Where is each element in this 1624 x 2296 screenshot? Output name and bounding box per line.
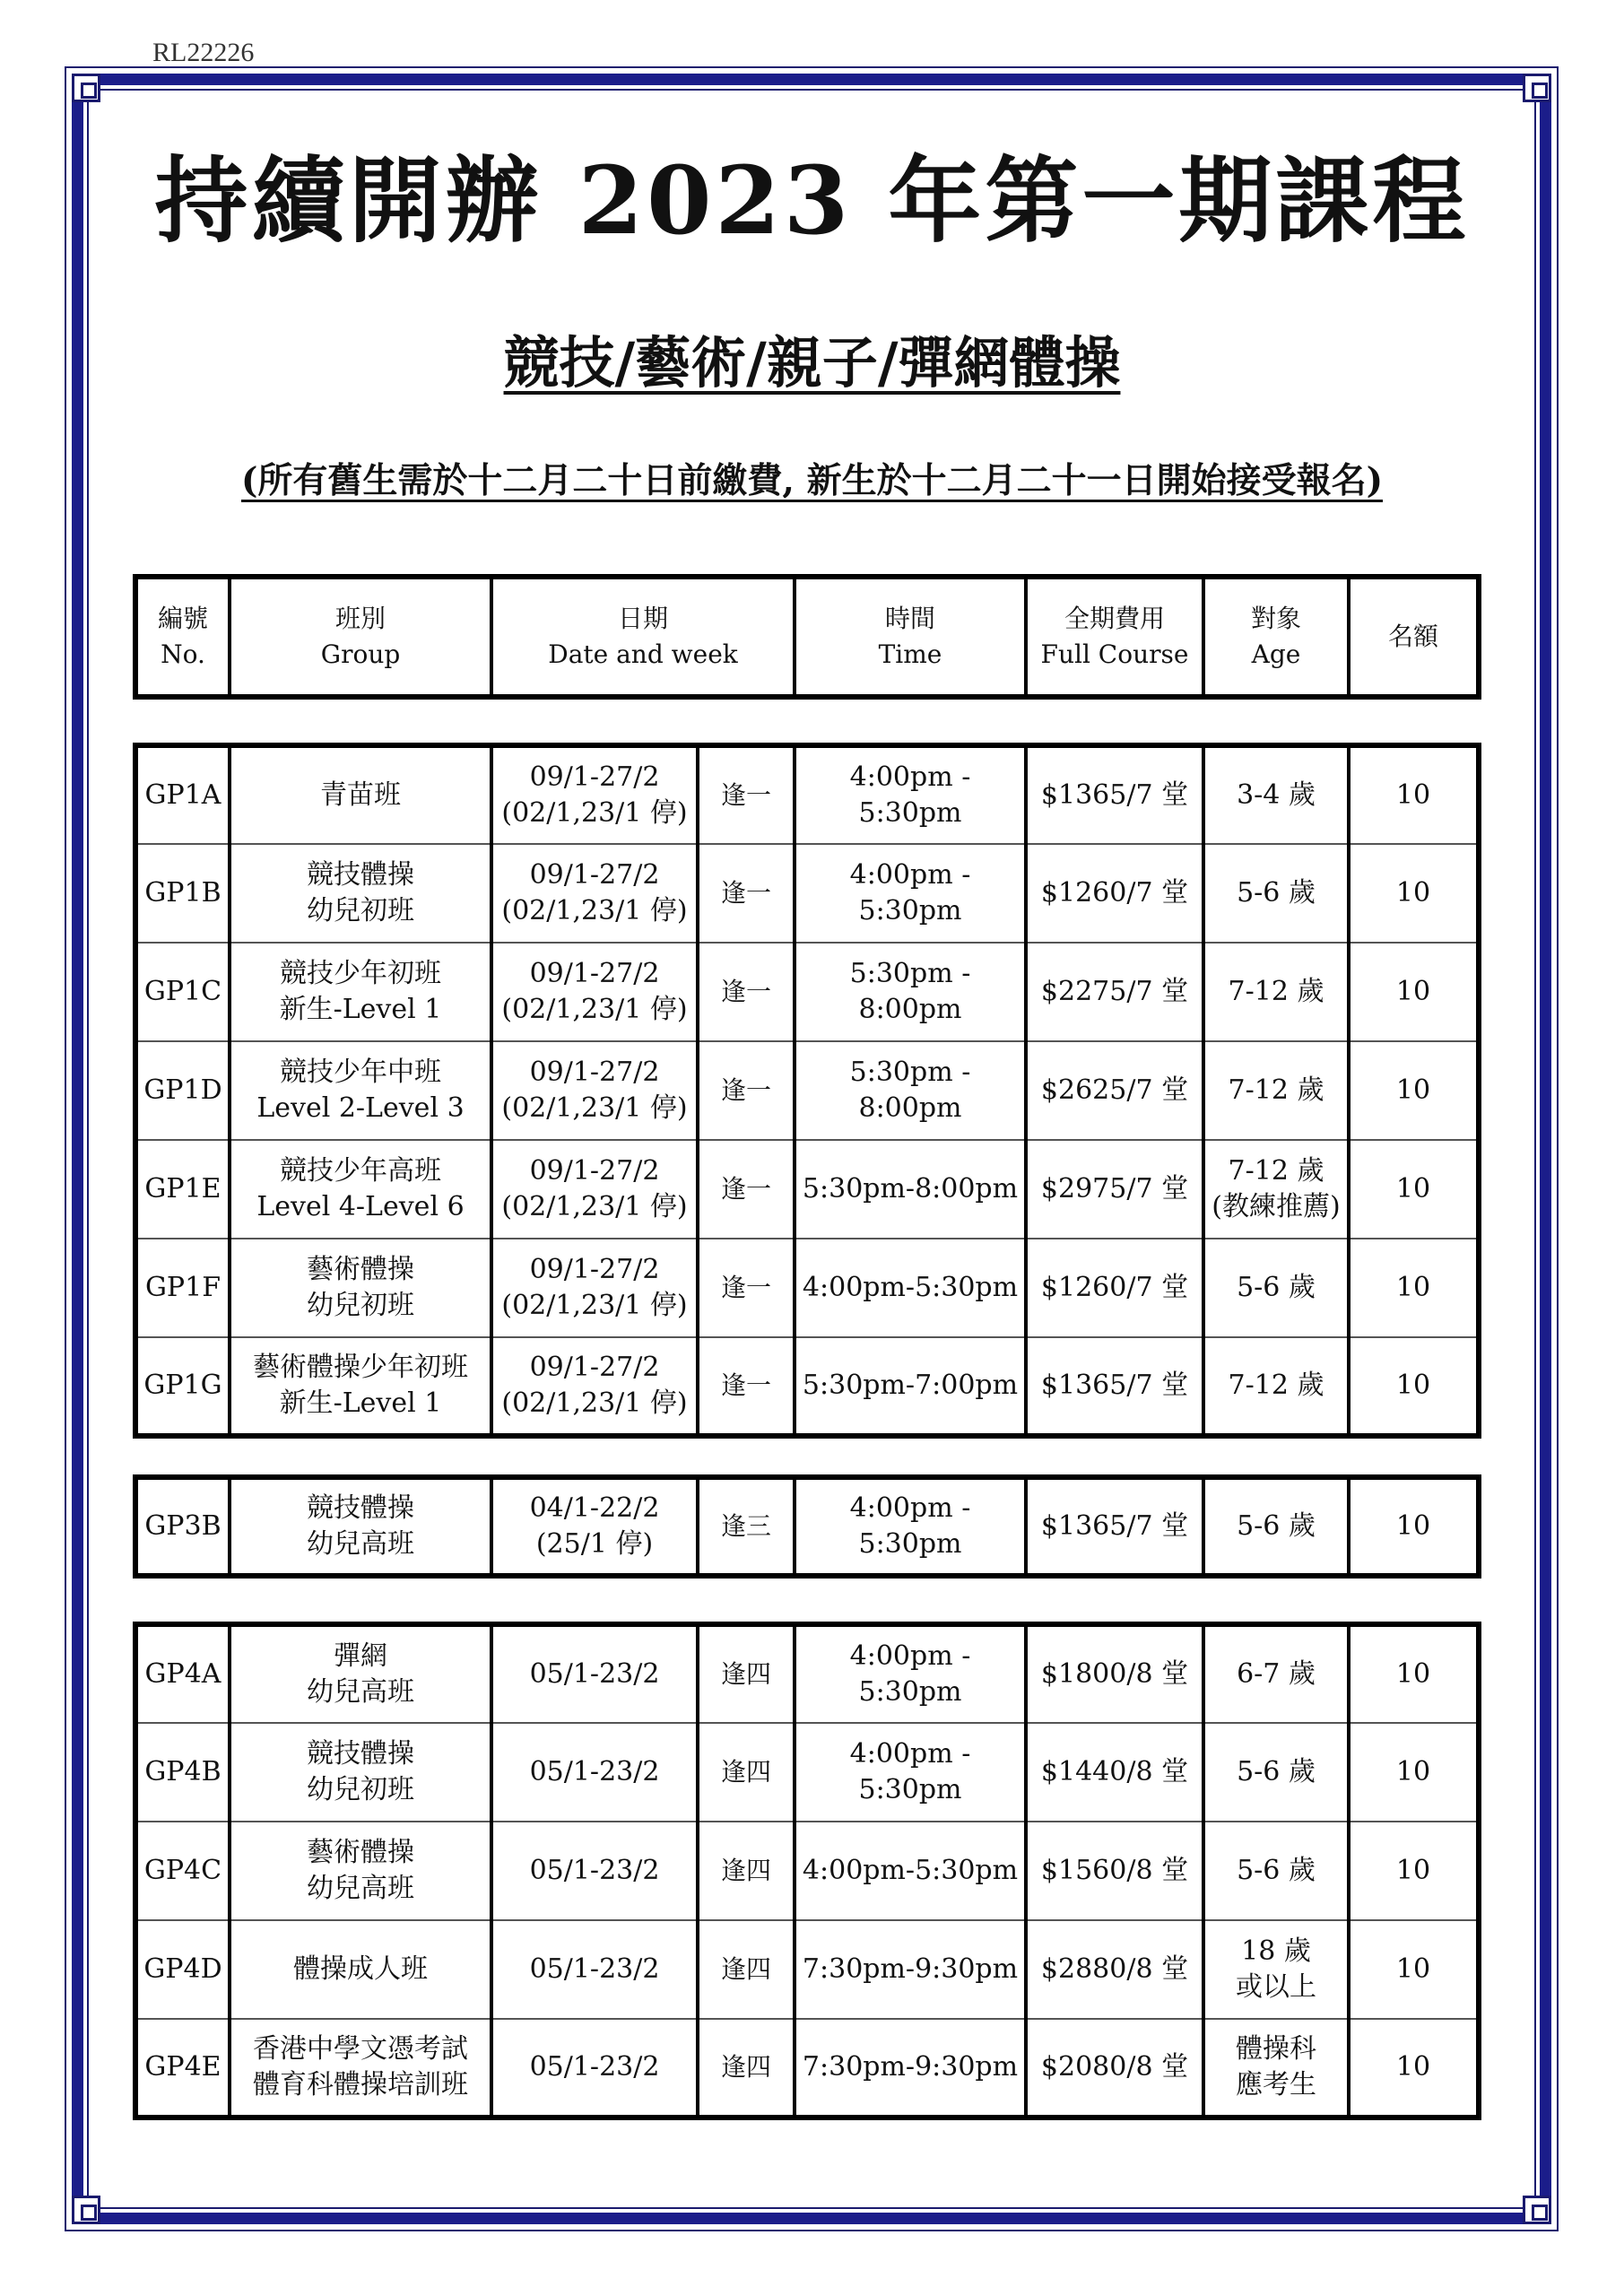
course-code [135, 1624, 230, 1723]
course-row [135, 1140, 1479, 1239]
course-time [795, 1239, 1026, 1337]
course-time [795, 1337, 1026, 1436]
course-age-text: 7-12 歲 [1228, 976, 1324, 1007]
course-time [795, 844, 1026, 943]
course-group [230, 1723, 491, 1822]
course-row [135, 2019, 1479, 2118]
course-age-text: 或以上 [1236, 1971, 1316, 2003]
course-time-text: 7:30pm-9:30pm [802, 2051, 1019, 2083]
course-code-text: GP3B [144, 1510, 221, 1542]
course-code [135, 1723, 230, 1822]
course-group [230, 1337, 491, 1436]
course-age-text: 7-12 歲 [1228, 1155, 1324, 1187]
course-quota [1349, 1239, 1479, 1337]
course-time [795, 1041, 1026, 1140]
course-fee-text: $1365/7 堂 [1040, 1510, 1189, 1542]
course-weekday [698, 1723, 795, 1822]
course-age [1203, 1239, 1349, 1337]
course-row [135, 1337, 1479, 1436]
course-fee-text: $1260/7 堂 [1040, 1272, 1189, 1303]
course-weekday-text: 逢四 [720, 1954, 771, 1984]
course-code [135, 1041, 230, 1140]
course-weekday-text: 逢三 [720, 1511, 771, 1541]
course-table-thursday [133, 1622, 1481, 2120]
course-age-text: 7-12 歲 [1228, 1074, 1324, 1106]
course-code [135, 1477, 230, 1576]
course-time [795, 943, 1026, 1041]
course-age-text: 應考生 [1236, 2069, 1316, 2100]
course-weekday-text: 逢一 [720, 1174, 771, 1204]
course-date [491, 1239, 698, 1337]
course-time [795, 1477, 1026, 1576]
course-date-text: (02/1,23/1 停) [501, 1290, 688, 1321]
course-weekday [698, 1477, 795, 1576]
course-group-text: 彈網 [334, 1640, 387, 1672]
course-weekday [698, 2019, 795, 2118]
course-row [135, 1920, 1479, 2019]
page-subtitle [0, 318, 1624, 398]
course-group-text: 競技少年初班 [280, 958, 441, 989]
course-age [1203, 2019, 1349, 2118]
course-group [230, 2019, 491, 2118]
course-date-text: (02/1,23/1 停) [501, 1092, 688, 1124]
course-fee [1026, 943, 1203, 1041]
course-fee [1026, 1920, 1203, 2019]
course-fee-text: $2880/8 堂 [1040, 1953, 1189, 1985]
course-fee [1026, 1337, 1203, 1436]
course-age-text: 5-6 歲 [1237, 1756, 1316, 1787]
course-fee-text: $2975/7 堂 [1040, 1173, 1189, 1205]
course-date-text: 04/1-22/2 [529, 1492, 660, 1524]
course-age [1203, 1140, 1349, 1239]
course-date-text: (02/1,23/1 停) [501, 1191, 688, 1222]
course-age-text: 5-6 歲 [1237, 877, 1316, 909]
header-date: 日期 Date and week [491, 577, 795, 697]
notice-text: (所有舊生需於十二月二十日前繳費, 新生於十二月二十一日開始接受報名) [240, 460, 1384, 501]
course-group-text: 體操成人班 [293, 1953, 428, 1985]
course-fee [1026, 1822, 1203, 1920]
course-code-text: GP4B [144, 1756, 221, 1787]
course-date-text: 05/1-23/2 [529, 1756, 660, 1787]
course-age [1203, 1477, 1349, 1576]
course-code-text: GP4E [144, 2051, 221, 2083]
course-date [491, 1920, 698, 2019]
course-age-text: 體操科 [1236, 2033, 1316, 2065]
course-quota-text: 10 [1395, 1953, 1431, 1985]
course-fee-text: $1560/8 堂 [1040, 1855, 1189, 1886]
course-date [491, 745, 698, 844]
course-code-text: GP4A [144, 1658, 221, 1690]
course-weekday [698, 1239, 795, 1337]
course-quota [1349, 2019, 1479, 2118]
course-weekday-text: 逢四 [720, 2052, 771, 2082]
course-time [795, 1822, 1026, 1920]
course-age [1203, 745, 1349, 844]
course-fee-text: $1440/8 堂 [1040, 1756, 1189, 1787]
course-code-text: GP4C [143, 1855, 222, 1886]
course-code [135, 1822, 230, 1920]
course-quota [1349, 1624, 1479, 1723]
course-weekday [698, 1624, 795, 1723]
course-weekday-text: 逢四 [720, 1856, 771, 1885]
course-group [230, 844, 491, 943]
course-time-text: 7:30pm-9:30pm [802, 1953, 1019, 1985]
course-fee-text: $1365/7 堂 [1040, 779, 1189, 811]
course-quota-text: 10 [1395, 877, 1431, 909]
document-reference: RL22226 [152, 38, 255, 67]
course-group [230, 1624, 491, 1723]
course-date-text: 05/1-23/2 [529, 1953, 660, 1985]
course-time [795, 1140, 1026, 1239]
course-age-text: 5-6 歲 [1237, 1510, 1316, 1542]
course-time-text: 4:00pm - 5:30pm [849, 1492, 971, 1560]
course-group-text: 幼兒初班 [307, 1290, 414, 1321]
header-row [135, 577, 1479, 697]
schedule-header-table [133, 574, 1481, 700]
course-time [795, 745, 1026, 844]
course-row [135, 1624, 1479, 1723]
course-code [135, 745, 230, 844]
course-weekday [698, 745, 795, 844]
course-time [795, 2019, 1026, 2118]
course-code-text: GP1B [144, 877, 221, 909]
course-fee [1026, 1140, 1203, 1239]
course-age [1203, 1920, 1349, 2019]
course-weekday-text: 逢一 [720, 878, 771, 908]
course-group-text: 幼兒高班 [307, 1676, 414, 1708]
course-age [1203, 844, 1349, 943]
course-time-text: 5:30pm - 8:00pm [849, 1057, 971, 1124]
course-time-text: 4:00pm - 5:30pm [849, 859, 971, 926]
course-fee [1026, 745, 1203, 844]
course-date-text: 05/1-23/2 [529, 1855, 660, 1886]
course-quota-text: 10 [1395, 976, 1431, 1007]
course-quota-text: 10 [1395, 1272, 1431, 1303]
course-weekday [698, 1140, 795, 1239]
course-quota [1349, 1337, 1479, 1436]
course-time-text: 4:00pm - 5:30pm [849, 761, 971, 829]
course-group [230, 943, 491, 1041]
course-time-text: 4:00pm - 5:30pm [849, 1640, 971, 1708]
course-date-text: 09/1-27/2 [529, 1155, 660, 1187]
course-code-text: GP1F [144, 1272, 221, 1303]
course-weekday-text: 逢一 [720, 1370, 771, 1400]
course-quota [1349, 1477, 1479, 1576]
course-quota-text: 10 [1395, 1756, 1431, 1787]
course-date [491, 1624, 698, 1723]
course-group [230, 1822, 491, 1920]
course-date [491, 943, 698, 1041]
course-quota-text: 10 [1395, 779, 1431, 811]
course-age [1203, 1337, 1349, 1436]
course-fee [1026, 1624, 1203, 1723]
course-date [491, 1822, 698, 1920]
course-code [135, 1239, 230, 1337]
course-row [135, 1723, 1479, 1822]
course-row [135, 1239, 1479, 1337]
course-weekday [698, 1041, 795, 1140]
course-quota-text: 10 [1395, 1370, 1431, 1401]
course-age-text: (教練推薦) [1211, 1191, 1341, 1222]
course-group [230, 1140, 491, 1239]
course-time-text: 4:00pm - 5:30pm [849, 1738, 971, 1805]
header-fee: 全期費用 Full Course [1026, 577, 1203, 697]
course-weekday-text: 逢四 [720, 1757, 771, 1787]
course-group-text: 幼兒初班 [307, 895, 414, 926]
course-date-text: (02/1,23/1 停) [501, 797, 688, 829]
course-fee [1026, 1041, 1203, 1140]
header-quota: 名額 [1349, 577, 1479, 697]
course-quota-text: 10 [1395, 1855, 1431, 1886]
course-age [1203, 1723, 1349, 1822]
course-date-text: 09/1-27/2 [529, 761, 660, 793]
course-group-text: 幼兒初班 [307, 1774, 414, 1805]
course-fee [1026, 1239, 1203, 1337]
course-quota [1349, 1822, 1479, 1920]
course-time-text: 4:00pm-5:30pm [802, 1855, 1019, 1886]
course-code [135, 943, 230, 1041]
course-group [230, 1239, 491, 1337]
course-fee [1026, 2019, 1203, 2118]
course-group-text: 競技少年中班 [280, 1057, 441, 1088]
course-fee-text: $2625/7 堂 [1040, 1074, 1189, 1106]
course-date-text: (02/1,23/1 停) [501, 994, 688, 1025]
course-group-text: Level 4-Level 6 [256, 1191, 465, 1222]
course-group-text: 競技體操 [307, 859, 414, 891]
course-age-text: 3-4 歲 [1237, 779, 1316, 811]
course-fee-text: $1800/8 堂 [1040, 1658, 1189, 1690]
course-time-text: 5:30pm-8:00pm [802, 1173, 1019, 1205]
course-group [230, 1041, 491, 1140]
course-age-text: 5-6 歲 [1237, 1855, 1316, 1886]
course-time-text: 4:00pm-5:30pm [802, 1272, 1019, 1303]
course-date-text: 09/1-27/2 [529, 958, 660, 989]
course-code-text: GP1E [144, 1173, 221, 1205]
course-date-text: (02/1,23/1 停) [501, 895, 688, 926]
course-group-text: 新生-Level 1 [279, 994, 442, 1025]
course-fee-text: $2275/7 堂 [1040, 976, 1189, 1007]
course-age-text: 18 歲 [1241, 1935, 1311, 1967]
course-row [135, 745, 1479, 844]
course-age [1203, 943, 1349, 1041]
course-group-text: 體育科體操培訓班 [253, 2069, 468, 2100]
course-fee-text: $2080/8 堂 [1040, 2051, 1189, 2083]
subtitle-text: 競技/藝術/親子/彈網體操 [503, 330, 1121, 396]
course-weekday-text: 逢四 [720, 1659, 771, 1689]
course-weekday [698, 1337, 795, 1436]
course-weekday [698, 943, 795, 1041]
corner-ornament-icon [72, 74, 100, 102]
course-quota [1349, 844, 1479, 943]
course-group-text: 青苗班 [320, 779, 401, 811]
course-fee [1026, 1723, 1203, 1822]
course-code [135, 2019, 230, 2118]
header-no: 編號 No. [135, 577, 230, 697]
course-date [491, 844, 698, 943]
course-row [135, 1041, 1479, 1140]
course-time [795, 1624, 1026, 1723]
course-code-text: GP1G [143, 1370, 222, 1401]
course-date [491, 1337, 698, 1436]
course-code [135, 1337, 230, 1436]
course-quota [1349, 1041, 1479, 1140]
course-weekday-text: 逢一 [720, 1273, 771, 1302]
course-date [491, 1477, 698, 1576]
course-fee-text: $1365/7 堂 [1040, 1370, 1189, 1401]
course-row [135, 1477, 1479, 1576]
course-group-text: 競技體操 [307, 1492, 414, 1524]
course-code-text: GP1A [144, 779, 221, 811]
course-group-text: 競技體操 [307, 1738, 414, 1770]
course-fee [1026, 1477, 1203, 1576]
course-quota-text: 10 [1395, 2051, 1431, 2083]
course-row [135, 1822, 1479, 1920]
corner-ornament-icon [72, 2196, 100, 2224]
course-group-text: 競技少年高班 [280, 1155, 441, 1187]
course-date [491, 2019, 698, 2118]
course-date-text: 09/1-27/2 [529, 859, 660, 891]
header-age: 對象 Age [1203, 577, 1349, 697]
course-group-text: Level 2-Level 3 [256, 1092, 465, 1124]
course-table-wednesday [133, 1474, 1481, 1578]
course-code [135, 1920, 230, 2019]
course-date-text: 09/1-27/2 [529, 1254, 660, 1285]
course-group-text: 藝術體操 [307, 1837, 414, 1868]
course-date [491, 1723, 698, 1822]
course-date-text: 05/1-23/2 [529, 2051, 660, 2083]
course-date-text: 09/1-27/2 [529, 1057, 660, 1088]
course-quota [1349, 1920, 1479, 2019]
course-age [1203, 1624, 1349, 1723]
registration-notice [0, 453, 1624, 503]
course-group-text: 幼兒高班 [307, 1873, 414, 1904]
course-code-text: GP4D [143, 1953, 222, 1985]
corner-ornament-icon [1523, 74, 1551, 102]
course-time [795, 1723, 1026, 1822]
page-title: 持續開辦 2023 年第一期課程 [154, 145, 1470, 256]
course-group-text: 藝術體操 [307, 1254, 414, 1285]
course-fee [1026, 844, 1203, 943]
course-code [135, 1140, 230, 1239]
course-group [230, 1477, 491, 1576]
course-quota [1349, 1140, 1479, 1239]
course-age-text: 5-6 歲 [1237, 1272, 1316, 1303]
course-age-text: 6-7 歲 [1237, 1658, 1316, 1690]
course-weekday-text: 逢一 [720, 780, 771, 810]
course-code [135, 844, 230, 943]
course-quota [1349, 943, 1479, 1041]
course-date-text: (25/1 停) [535, 1528, 654, 1560]
course-age [1203, 1822, 1349, 1920]
course-quota [1349, 1723, 1479, 1822]
course-date-text: 05/1-23/2 [529, 1658, 660, 1690]
course-time [795, 1920, 1026, 2019]
course-row [135, 943, 1479, 1041]
course-weekday [698, 1822, 795, 1920]
course-age [1203, 1041, 1349, 1140]
course-quota-text: 10 [1395, 1173, 1431, 1205]
course-fee-text: $1260/7 堂 [1040, 877, 1189, 909]
corner-ornament-icon [1523, 2196, 1551, 2224]
course-group-text: 新生-Level 1 [279, 1387, 442, 1419]
course-row [135, 844, 1479, 943]
course-quota-text: 10 [1395, 1510, 1431, 1542]
course-date-text: (02/1,23/1 停) [501, 1387, 688, 1419]
course-weekday [698, 844, 795, 943]
course-weekday [698, 1920, 795, 2019]
course-group-text: 幼兒高班 [307, 1528, 414, 1560]
course-weekday-text: 逢一 [720, 977, 771, 1006]
course-age-text: 7-12 歲 [1228, 1370, 1324, 1401]
course-group-text: 香港中學文憑考試 [253, 2033, 468, 2065]
course-quota-text: 10 [1395, 1074, 1431, 1106]
course-time-text: 5:30pm - 8:00pm [849, 958, 971, 1025]
course-group [230, 1920, 491, 2019]
course-date [491, 1041, 698, 1140]
course-table-monday [133, 743, 1481, 1439]
header-time: 時間 Time [795, 577, 1026, 697]
course-group [230, 745, 491, 844]
header-group: 班別 Group [230, 577, 491, 697]
course-date-text: 09/1-27/2 [529, 1352, 660, 1383]
course-code-text: GP1D [143, 1074, 222, 1106]
course-date [491, 1140, 698, 1239]
course-time-text: 5:30pm-7:00pm [802, 1370, 1019, 1401]
course-group-text: 藝術體操少年初班 [253, 1352, 468, 1383]
course-code-text: GP1C [143, 976, 222, 1007]
course-quota-text: 10 [1395, 1658, 1431, 1690]
course-weekday-text: 逢一 [720, 1075, 771, 1105]
course-quota [1349, 745, 1479, 844]
